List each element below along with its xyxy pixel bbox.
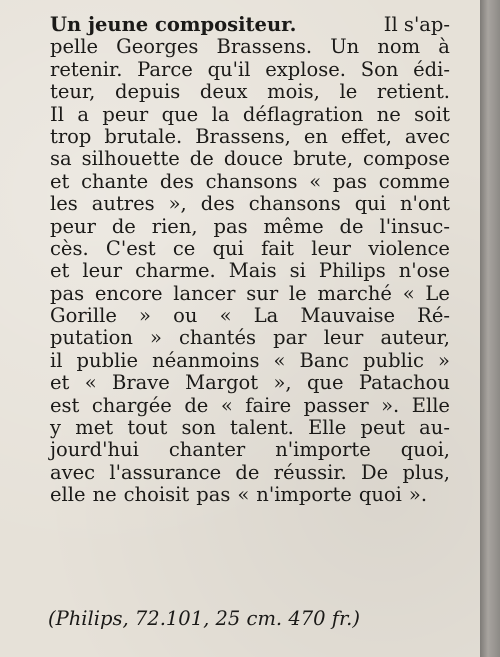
article-word: lancer bbox=[173, 281, 236, 305]
article-word: et bbox=[50, 259, 70, 283]
article-word: », bbox=[168, 192, 187, 216]
article-word: chanter bbox=[168, 438, 246, 462]
article-word: violence bbox=[368, 236, 450, 260]
article-word: Son bbox=[360, 57, 399, 81]
article-word: ou bbox=[173, 304, 198, 328]
article-word: Brave bbox=[111, 371, 170, 395]
article-word: est bbox=[50, 393, 80, 417]
article-word: marché bbox=[317, 281, 392, 305]
article-word: de bbox=[111, 214, 136, 238]
article-word: nom bbox=[377, 35, 421, 59]
article-word: Brassens. bbox=[216, 35, 313, 59]
article-word: a bbox=[77, 102, 89, 126]
article-word: trop bbox=[50, 124, 92, 148]
article-word: des bbox=[200, 192, 235, 216]
article-text bbox=[50, 14, 450, 507]
article-word: n'ont bbox=[399, 192, 450, 216]
article-word: ». bbox=[381, 393, 400, 417]
article-word: n'importe bbox=[256, 483, 352, 507]
article-word: chantés bbox=[179, 326, 257, 350]
article-word: « bbox=[309, 169, 322, 193]
article-word: met bbox=[75, 416, 114, 440]
article-word: Margot bbox=[185, 371, 259, 395]
article-line bbox=[50, 305, 450, 327]
article-word: quoi bbox=[358, 483, 402, 507]
article-word: pas bbox=[196, 483, 231, 507]
article-word: par bbox=[273, 326, 307, 350]
article-word: mois, bbox=[267, 80, 320, 104]
article-heading: Un jeune compositeur. bbox=[50, 13, 297, 36]
article-word: quoi, bbox=[400, 438, 450, 462]
article-line bbox=[50, 372, 450, 394]
article-word: en bbox=[303, 124, 328, 148]
article-word: brute, bbox=[293, 147, 354, 171]
article-word: Un bbox=[330, 35, 360, 59]
article-word: faire bbox=[245, 393, 292, 417]
article-word: pas bbox=[332, 169, 368, 193]
article-word: peur bbox=[50, 214, 96, 238]
article-word: Le bbox=[425, 281, 450, 305]
article-word: cès. bbox=[50, 236, 89, 260]
article-word: et bbox=[50, 169, 70, 193]
article-line bbox=[50, 216, 450, 238]
article-line bbox=[50, 238, 450, 260]
article-line bbox=[50, 59, 450, 81]
article-word: effet, bbox=[340, 124, 392, 148]
article-word: Patachou bbox=[358, 371, 450, 395]
article-word: Gorille bbox=[50, 304, 117, 328]
article-word: qui bbox=[354, 192, 386, 216]
article-word: plus, bbox=[402, 460, 450, 484]
article-word: « bbox=[402, 281, 415, 305]
article-word: si bbox=[289, 259, 306, 283]
article-word: teur, bbox=[50, 80, 96, 104]
article-word: qui bbox=[212, 236, 244, 260]
article-word: leur bbox=[82, 259, 123, 283]
article-word: avec bbox=[404, 124, 450, 148]
article-word: » bbox=[149, 326, 162, 350]
article-word: chante bbox=[81, 169, 149, 193]
article-word: choisit bbox=[123, 483, 190, 507]
article-word: sur bbox=[246, 281, 279, 305]
article-word: « bbox=[273, 348, 286, 372]
article-word: » bbox=[139, 304, 151, 328]
article-word: le bbox=[339, 80, 358, 104]
article-word: Parce bbox=[137, 57, 193, 81]
article-line bbox=[50, 417, 450, 439]
article-word: Mais bbox=[228, 259, 277, 283]
article-word: déflagration bbox=[242, 102, 364, 126]
article-word: Ré- bbox=[417, 304, 450, 328]
article-word: compose bbox=[363, 147, 450, 171]
article-word: talent. bbox=[230, 416, 294, 440]
article-word: ce bbox=[172, 236, 196, 260]
article-word: n'ose bbox=[398, 259, 450, 283]
article-line bbox=[50, 14, 450, 36]
article-word: de bbox=[339, 214, 364, 238]
article-word: De bbox=[361, 460, 389, 484]
article-word: elle bbox=[50, 483, 86, 507]
article-word: au- bbox=[419, 416, 450, 440]
article-line bbox=[50, 462, 450, 484]
article-word: ne bbox=[376, 102, 401, 126]
article-word: même bbox=[263, 214, 324, 238]
article-word: ». bbox=[408, 483, 428, 507]
article-word: de bbox=[235, 460, 260, 484]
article-word: de bbox=[184, 393, 209, 417]
article-word: ne bbox=[92, 483, 117, 507]
article-line bbox=[50, 484, 450, 506]
article-word: de bbox=[189, 147, 214, 171]
article-word: néanmoins bbox=[152, 348, 260, 372]
article-word: à bbox=[438, 35, 450, 59]
article-word: y bbox=[50, 416, 62, 440]
article-word: douce bbox=[223, 147, 284, 171]
article-word: pas bbox=[50, 281, 85, 305]
article-word: comme bbox=[378, 169, 450, 193]
article-word: les bbox=[50, 192, 78, 216]
article-word: « bbox=[237, 483, 250, 507]
article-word: retient. bbox=[376, 80, 450, 104]
article-word: peut bbox=[360, 416, 405, 440]
article-word: », bbox=[273, 371, 292, 395]
article-word: chargée bbox=[91, 393, 172, 417]
article-word: soit bbox=[414, 102, 450, 126]
article-word: publie bbox=[76, 348, 139, 372]
article-word: retenir. bbox=[50, 57, 123, 81]
article-word: sa bbox=[50, 147, 72, 171]
article-word: Georges bbox=[116, 35, 199, 59]
article-word: chansons bbox=[205, 169, 298, 193]
article-word: Mauvaise bbox=[300, 304, 396, 328]
article-word: fait bbox=[261, 236, 295, 260]
article-line bbox=[50, 283, 450, 305]
record-credit: (Philips, 72.101, 25 cm. 470 fr.) bbox=[48, 607, 360, 630]
article-line bbox=[50, 148, 450, 170]
article-word: la bbox=[211, 102, 230, 126]
article-word: « bbox=[84, 371, 97, 395]
article-word: brutale. bbox=[104, 124, 183, 148]
article-word: passer bbox=[303, 393, 369, 417]
article-line bbox=[50, 193, 450, 215]
article-word: l'insuc- bbox=[379, 214, 450, 238]
page-edge bbox=[480, 0, 500, 657]
article-word: leur bbox=[311, 236, 351, 260]
article-word: auteur, bbox=[380, 326, 450, 350]
article-word: Brassens, bbox=[195, 124, 291, 148]
article-word: son bbox=[181, 416, 216, 440]
article-word: chansons bbox=[248, 192, 341, 216]
article-word: Il bbox=[50, 102, 64, 126]
article-word: que bbox=[306, 371, 344, 395]
article-word: l'assurance bbox=[109, 460, 222, 484]
article-word: tout bbox=[127, 416, 168, 440]
article-word: n'importe bbox=[275, 438, 371, 462]
article-line-text: Il s'ap- bbox=[383, 13, 450, 36]
article-word: leur bbox=[323, 326, 364, 350]
article-word: encore bbox=[94, 281, 163, 305]
article-word: réussir. bbox=[273, 460, 347, 484]
article-word: peur bbox=[102, 102, 149, 126]
article-line bbox=[50, 171, 450, 193]
article-word: rien, bbox=[151, 214, 198, 238]
article-word: Elle bbox=[411, 393, 450, 417]
article-word: explose. bbox=[265, 57, 346, 81]
article-word: Elle bbox=[308, 416, 347, 440]
article-line bbox=[50, 260, 450, 282]
article-word: deux bbox=[199, 80, 248, 104]
article-word: pas bbox=[213, 214, 248, 238]
article-word: Philips bbox=[318, 259, 386, 283]
article-line bbox=[50, 36, 450, 58]
article-word: le bbox=[288, 281, 307, 305]
article-word: » bbox=[438, 348, 450, 372]
article-word: il bbox=[50, 348, 63, 372]
article-word: depuis bbox=[114, 80, 181, 104]
article-word: des bbox=[159, 169, 194, 193]
article-word: La bbox=[253, 304, 279, 328]
article-line bbox=[50, 104, 450, 126]
article-word: avec bbox=[50, 460, 96, 484]
article-word: jourd'hui bbox=[50, 438, 139, 462]
article-line bbox=[50, 395, 450, 417]
article-word: « bbox=[219, 304, 232, 328]
article-word: silhouette bbox=[81, 147, 180, 171]
article-word: putation bbox=[50, 326, 133, 350]
article-line bbox=[50, 439, 450, 461]
article-line bbox=[50, 350, 450, 372]
article-word: qu'il bbox=[207, 57, 251, 81]
article-word: pelle bbox=[50, 35, 99, 59]
article-word: autres bbox=[91, 192, 155, 216]
article-word: que bbox=[161, 102, 199, 126]
article-line bbox=[50, 126, 450, 148]
article-word: et bbox=[50, 371, 70, 395]
article-word: charme. bbox=[135, 259, 216, 283]
article-word: C'est bbox=[105, 236, 156, 260]
article-word: Banc bbox=[299, 348, 349, 372]
article-word: édi- bbox=[413, 57, 450, 81]
article-word: « bbox=[220, 393, 233, 417]
article-line bbox=[50, 81, 450, 103]
article-line bbox=[50, 327, 450, 349]
article-word: public bbox=[363, 348, 424, 372]
